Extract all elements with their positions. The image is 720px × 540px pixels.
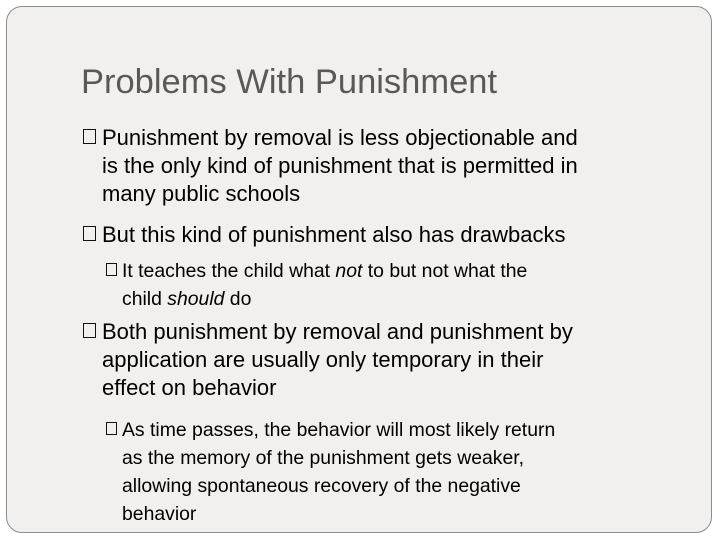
- checkbox-bullet-icon: [83, 129, 96, 144]
- sub-bullet-text-line: behavior: [122, 503, 197, 525]
- sub-bullet-text-line: as the memory of the punishment gets weaker,: [122, 447, 525, 469]
- slide-title: Problems With Punishment: [81, 63, 498, 101]
- sub-bullet-text-line: allowing spontaneous recovery of the negative: [122, 475, 521, 497]
- emphasis-not: not: [335, 260, 363, 282]
- checkbox-bullet-icon: [106, 263, 117, 276]
- bullet-text-line: effect on behavior: [102, 375, 277, 400]
- sub-bullet-time-passes: [122, 416, 692, 528]
- text-run: do: [224, 288, 252, 310]
- emphasis-should: should: [167, 288, 225, 310]
- checkbox-bullet-icon: [83, 323, 96, 338]
- sub-bullet-text-line: [122, 285, 692, 313]
- bullet-text-line: Punishment by removal is less objectionable and: [102, 125, 578, 150]
- text-run: It teaches the child what: [122, 260, 336, 282]
- sub-bullet-text-line: [122, 257, 692, 285]
- slide: [6, 6, 712, 533]
- text-run: to but not what the: [362, 260, 528, 282]
- sub-bullet-teaches-child: [122, 257, 692, 313]
- bullet-text-line: Both punishment by removal and punishment by: [102, 319, 573, 344]
- sub-bullet-text-line: As time passes, the behavior will most likely return: [122, 419, 556, 441]
- bullet-text-line: But this kind of punishment also has drawbacks: [102, 222, 566, 247]
- bullet-text-line: application are usually only temporary in their: [102, 347, 544, 372]
- text-run: child: [122, 288, 168, 310]
- checkbox-bullet-icon: [83, 226, 96, 241]
- bullet-punishment-by-removal: [102, 124, 692, 208]
- bullet-text-line: many public schools: [102, 181, 301, 206]
- bullet-drawbacks: [102, 221, 692, 249]
- bullet-temporary-effect: [102, 318, 692, 402]
- bullet-text-line: is the only kind of punishment that is permitted in: [102, 153, 578, 178]
- checkbox-bullet-icon: [106, 422, 117, 435]
